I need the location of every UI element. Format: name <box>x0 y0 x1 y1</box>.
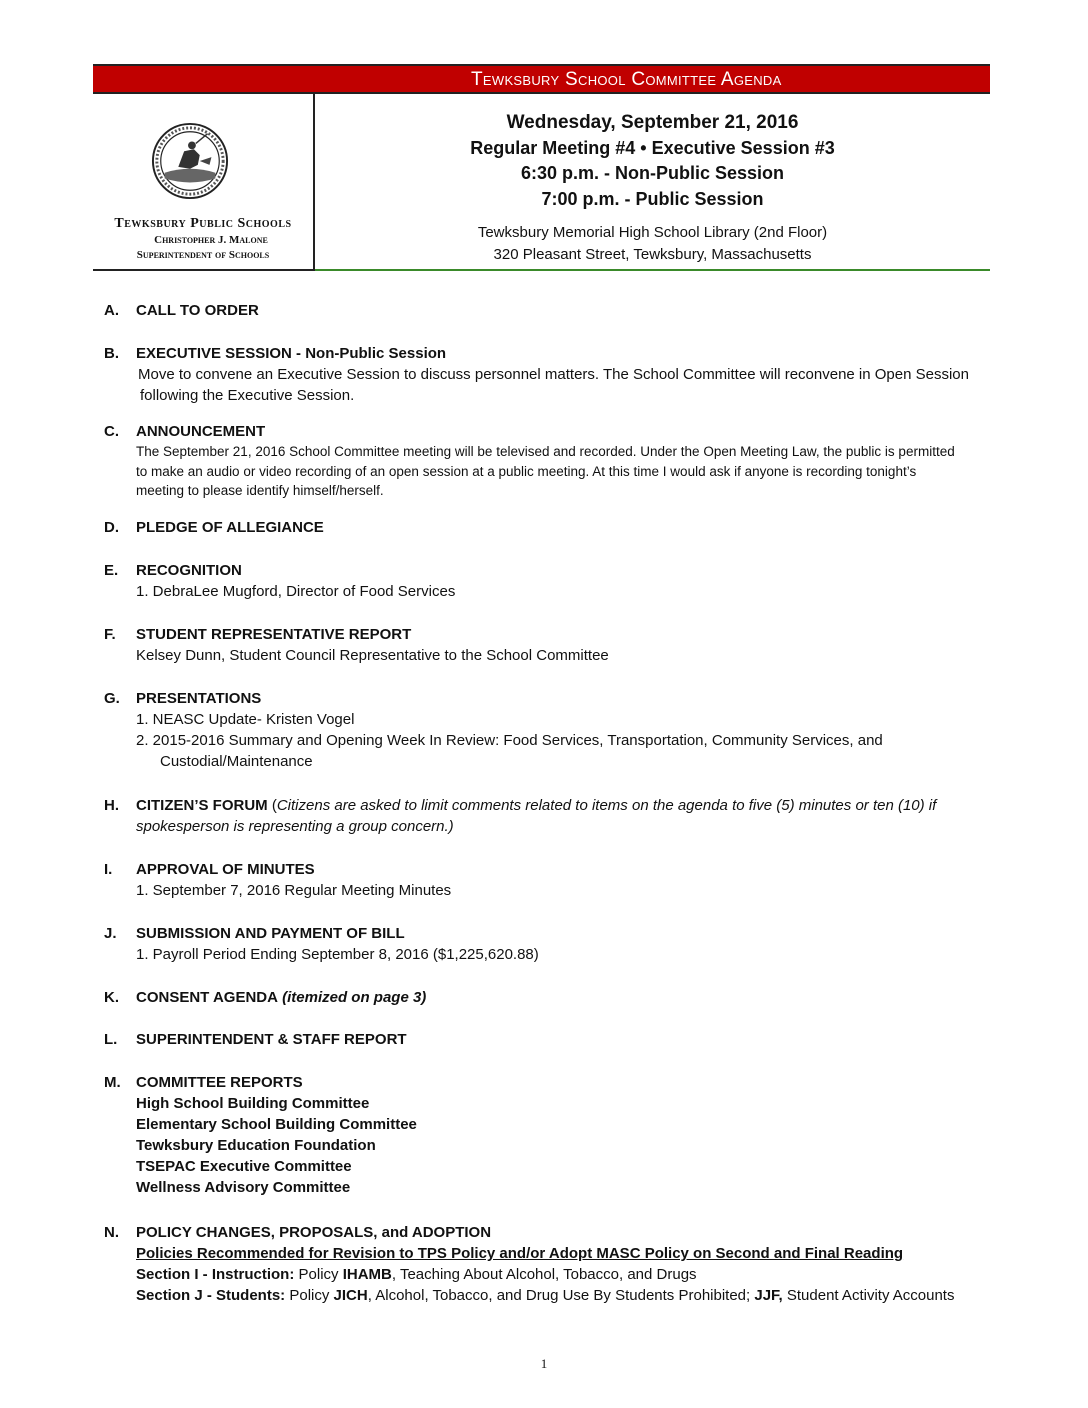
section-label: Section I - Instruction: <box>136 1266 295 1283</box>
policy-subheading: Policies Recommended for Revision to TPS Policy and/or Adopt MASC Policy on Second and Final Reading <box>136 1245 904 1262</box>
policy-title: , Alcohol, Tobacco, and Drug Use By Students Prohibited; <box>367 1287 755 1304</box>
item-note: Citizens are asked to limit comments related to items on the agenda to five (5) minutes or ten (10) if <box>276 797 937 814</box>
item-letter: D. <box>104 519 119 536</box>
item-letter: G. <box>104 690 120 707</box>
item-text: Move to convene an Executive Session to discuss personnel matters. The School Committee will reconvene in Open Session <box>138 366 969 383</box>
item-heading: STUDENT REPRESENTATIVE REPORT <box>136 626 412 643</box>
item-heading: CALL TO ORDER <box>136 302 259 319</box>
list-item: 1. September 7, 2016 Regular Meeting Minutes <box>136 882 452 899</box>
meeting-address: 320 Pleasant Street, Tewksbury, Massachusetts <box>493 246 812 263</box>
item-heading: ANNOUNCEMENT <box>136 423 266 440</box>
policy-prefix: Policy <box>285 1287 334 1304</box>
item-letter: M. <box>104 1074 121 1091</box>
policy-title: Student Activity Accounts <box>782 1287 955 1304</box>
town-seal-icon <box>151 122 229 200</box>
org-name: Tewksbury Public Schools <box>114 216 292 231</box>
item-note: spokesperson is representing a group concern.) <box>136 818 454 835</box>
list-item: 1. Payroll Period Ending September 8, 2016 ($1,225,620.88) <box>136 946 539 963</box>
item-heading: CONSENT AGENDA <box>136 989 278 1006</box>
item-heading: PRESENTATIONS <box>136 690 262 707</box>
list-item: 2. 2015-2016 Summary and Opening Week In Review: Food Services, Transportation, Community Services, and <box>136 732 883 749</box>
committee-report: TSEPAC Executive Committee <box>136 1158 352 1175</box>
item-letter: E. <box>104 562 119 579</box>
item-letter: H. <box>104 797 119 814</box>
item-letter: J. <box>104 925 117 942</box>
committee-report: Elementary School Building Committee <box>136 1116 417 1133</box>
item-heading: EXECUTIVE SESSION - Non-Public Session <box>136 345 447 362</box>
policy-code: JICH <box>333 1287 368 1304</box>
item-text: following the Executive Session. <box>140 387 355 404</box>
nonpublic-session-time: 6:30 p.m. - Non-Public Session <box>520 163 785 183</box>
list-item: 1. DebraLee Mugford, Director of Food Services <box>136 583 456 600</box>
superintendent-title: Superintendent of Schools <box>136 249 270 261</box>
policy-section-i <box>136 1264 1036 1285</box>
policy-section-j <box>136 1285 1036 1306</box>
item-letter: C. <box>104 423 119 440</box>
meeting-date: Wednesday, September 21, 2016 <box>506 112 799 133</box>
item-letter: K. <box>104 989 119 1006</box>
item-heading: SUBMISSION AND PAYMENT OF BILL <box>136 925 405 942</box>
policy-prefix: Policy <box>294 1266 343 1283</box>
meeting-location: Tewksbury Memorial High School Library (2nd Floor) <box>477 224 828 241</box>
item-heading: SUPERINTENDENT & STAFF REPORT <box>136 1031 407 1048</box>
item-text: The September 21, 2016 School Committee meeting will be televised and recorded. Under the Open Meeting Law, the public is permitted <box>136 444 955 459</box>
org-block <box>93 94 315 271</box>
note-open: ( <box>267 797 277 814</box>
policy-code: JJF, <box>754 1287 783 1304</box>
item-letter: L. <box>104 1031 118 1048</box>
committee-report: High School Building Committee <box>136 1095 370 1112</box>
document-title: Tewksbury School Committee Agenda <box>471 69 782 90</box>
item-letter: A. <box>104 302 119 319</box>
meeting-info <box>315 94 990 271</box>
superintendent-name: Christopher J. Malone <box>154 234 268 246</box>
policy-code: IHAMB <box>342 1266 392 1283</box>
agenda-header <box>93 64 990 271</box>
item-heading: APPROVAL OF MINUTES <box>136 861 315 878</box>
item-letter: F. <box>104 626 116 643</box>
item-heading: POLICY CHANGES, PROPOSALS, and ADOPTION <box>136 1224 492 1241</box>
item-heading: PLEDGE OF ALLEGIANCE <box>136 519 324 536</box>
item-note: (itemized on page 3) <box>277 989 427 1006</box>
list-item-continuation: Custodial/Maintenance <box>160 753 313 770</box>
page-number: 1 <box>540 1356 548 1371</box>
item-text: meeting to please identify himself/herself. <box>136 483 384 498</box>
list-item: 1. NEASC Update- Kristen Vogel <box>136 711 355 728</box>
committee-report: Tewksbury Education Foundation <box>136 1137 376 1154</box>
item-heading: RECOGNITION <box>136 562 242 579</box>
policy-title: , Teaching About Alcohol, Tobacco, and Drugs <box>391 1266 697 1283</box>
meeting-numbers: Regular Meeting #4 • Executive Session #3 <box>470 138 835 158</box>
item-heading: CITIZEN’S FORUM <box>136 797 268 814</box>
item-text: to make an audio or video recording of an open session at a public meeting. At this time I would ask if anyone is recording tonight’s <box>136 463 917 479</box>
committee-report: Wellness Advisory Committee <box>136 1179 351 1196</box>
item-letter: B. <box>104 345 119 362</box>
item-heading: COMMITTEE REPORTS <box>136 1074 303 1091</box>
title-bar <box>93 64 990 94</box>
item-letter: I. <box>104 861 113 878</box>
public-session-time: 7:00 p.m. - Public Session <box>541 189 764 209</box>
item-text: Kelsey Dunn, Student Council Representative to the School Committee <box>136 647 609 664</box>
item-letter: N. <box>104 1224 119 1241</box>
section-label: Section J - Students: <box>136 1287 286 1304</box>
